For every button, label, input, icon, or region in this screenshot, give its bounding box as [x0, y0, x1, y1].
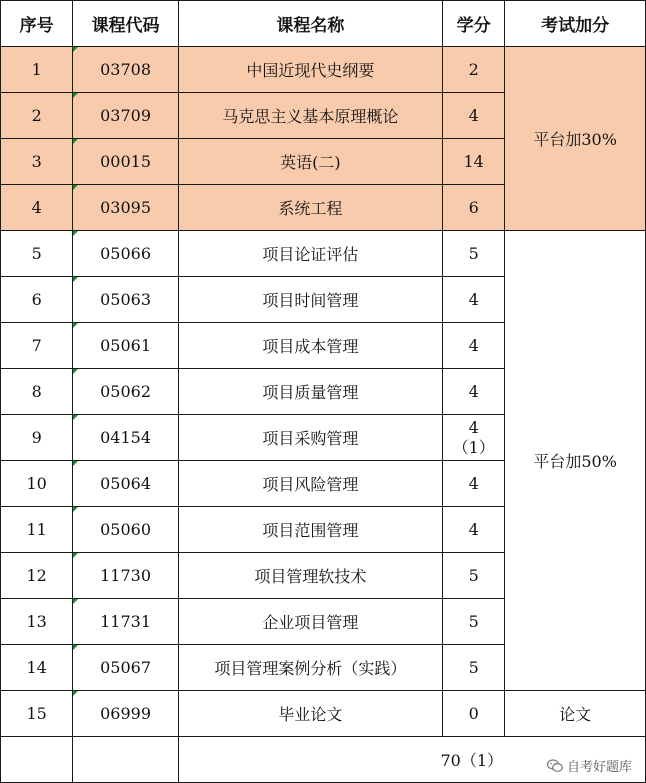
row-name: 项目采购管理 [178, 415, 442, 461]
table-row [1, 231, 646, 277]
credit-extra: （1） [452, 437, 495, 457]
row-name: 项目管理案例分析（实践） [178, 645, 442, 691]
row-name: 项目范围管理 [178, 507, 442, 553]
row-code: 05062 [73, 369, 178, 415]
row-name: 中国近现代史纲要 [178, 47, 442, 93]
header-name: 课程名称 [178, 1, 442, 47]
row-code: 03095 [73, 185, 178, 231]
header-code: 课程代码 [73, 1, 178, 47]
header-no: 序号 [1, 1, 73, 47]
row-credit: 5 [443, 599, 505, 645]
row-no: 10 [1, 461, 73, 507]
row-credit: 6 [443, 185, 505, 231]
row-credit: 4 [443, 461, 505, 507]
row-credit [443, 415, 505, 461]
row-no: 4 [1, 185, 73, 231]
row-code: 05063 [73, 277, 178, 323]
row-code: 05067 [73, 645, 178, 691]
row-credit: 4 [443, 93, 505, 139]
row-no: 12 [1, 553, 73, 599]
row-credit: 14 [443, 139, 505, 185]
row-code: 05064 [73, 461, 178, 507]
row-no: 9 [1, 415, 73, 461]
watermark [547, 756, 632, 775]
row-name: 项目管理软技术 [178, 553, 442, 599]
row-name: 马克思主义基本原理概论 [178, 93, 442, 139]
row-code: 03709 [73, 93, 178, 139]
row-credit: 4 [443, 369, 505, 415]
header-exam-bonus: 考试加分 [505, 1, 646, 47]
row-code: 05060 [73, 507, 178, 553]
row-name: 项目论证评估 [178, 231, 442, 277]
row-name: 项目风险管理 [178, 461, 442, 507]
row-credit: 4 [443, 323, 505, 369]
row-credit: 5 [443, 231, 505, 277]
row-credit: 5 [443, 645, 505, 691]
row-code: 04154 [73, 415, 178, 461]
row-name: 系统工程 [178, 185, 442, 231]
row-no: 15 [1, 691, 73, 737]
credit-value: 4 [468, 417, 479, 437]
row-credit: 2 [443, 47, 505, 93]
row-name: 项目成本管理 [178, 323, 442, 369]
row-name: 项目时间管理 [178, 277, 442, 323]
row-code: 00015 [73, 139, 178, 185]
row-name: 企业项目管理 [178, 599, 442, 645]
row-no: 1 [1, 47, 73, 93]
row-no: 3 [1, 139, 73, 185]
row-no: 7 [1, 323, 73, 369]
row-name: 英语(二) [178, 139, 442, 185]
total-credits: 70（1） [178, 737, 645, 783]
row-code: 11731 [73, 599, 178, 645]
watermark-text: 自考好题库 [566, 760, 632, 775]
row-code: 05061 [73, 323, 178, 369]
row-code: 06999 [73, 691, 178, 737]
row-credit: 0 [443, 691, 505, 737]
total-empty-code [73, 737, 178, 783]
row-code: 05066 [73, 231, 178, 277]
row-no: 14 [1, 645, 73, 691]
row-name: 项目质量管理 [178, 369, 442, 415]
row-credit: 4 [443, 277, 505, 323]
row-name: 毕业论文 [178, 691, 442, 737]
row-no: 11 [1, 507, 73, 553]
table-row [1, 691, 646, 737]
row-no: 6 [1, 277, 73, 323]
row-no: 13 [1, 599, 73, 645]
wechat-icon [547, 759, 563, 773]
table-row [1, 47, 646, 93]
exam-bonus-thesis: 论文 [505, 691, 646, 737]
row-no: 8 [1, 369, 73, 415]
exam-bonus-50: 平台加50% [505, 231, 646, 691]
row-no: 5 [1, 231, 73, 277]
header-row [1, 1, 646, 47]
row-no: 2 [1, 93, 73, 139]
total-empty-no [1, 737, 73, 783]
row-code: 11730 [73, 553, 178, 599]
exam-bonus-30: 平台加30% [505, 47, 646, 231]
header-credit: 学分 [443, 1, 505, 47]
row-credit: 4 [443, 507, 505, 553]
row-code: 03708 [73, 47, 178, 93]
row-credit: 5 [443, 553, 505, 599]
